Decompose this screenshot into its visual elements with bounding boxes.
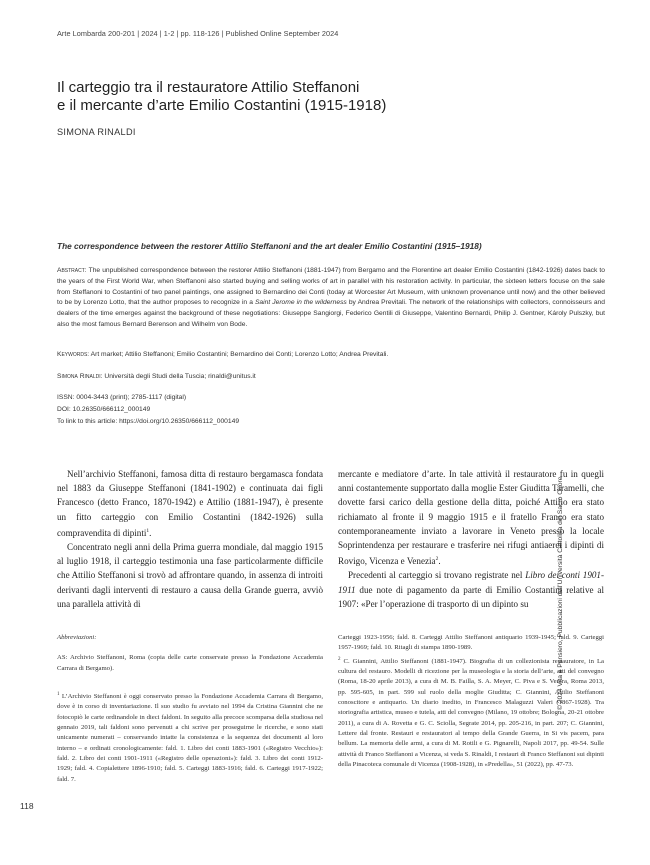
footnote-ref: 2 [435, 556, 439, 563]
abstract-text-end: by Andrea Previtali. The network of the relationships with collectors, connoisseurs and dealers of the time emerges against the background of these negotiations: Giuseppe Sangiorgi, Federico Gentili di Giuseppe, Valentino Bernardi, Philip J. Gentner, Károly Pulszky, but also the most famous Bernard Berenson and Wilhelm von Bode. [57, 299, 605, 328]
page-number: 118 [20, 801, 34, 811]
body-italic: Libro dei conti 1901-1911 [338, 570, 604, 595]
abstract-italic-title: Saint Jerome in the wilderness [254, 299, 347, 307]
body-text: Precedenti al carteggio si trovano registrate nel [348, 570, 523, 581]
footnote-ref: 1 [146, 527, 150, 534]
footnotes-left [57, 633, 323, 785]
author-name: SIMONA RINALDI [57, 127, 136, 137]
abstract [57, 266, 605, 331]
english-title: The correspondence between the restorer Attilio Steffanoni and the art dealer Emilio Costantini (1915–1918) [57, 241, 482, 251]
body-text: mercante e mediatore d’arte. In tale attività il restauratore fu in quegli anni costantemente supportato dalla moglie Ester Giuditta Taramelli, che dovette farsi carico della gestione della ditta, poiché Attilio era stato richiamato al fronte il 9 maggio 1915 e il fratello Franco era stato contemporaneamente inviato a lavorare in Veneto presso la locale Soprintendenza per restaurare e trasferire nei rifugi antiaerei i dipinti di Rovigo, Vicenza e Venezia [338, 469, 604, 567]
abbreviations-heading: Abbreviazioni: [57, 634, 97, 641]
body-column-left [57, 467, 323, 611]
keywords-text: Art market; Attilio Steffanoni; Emilio Costantini; Bernardino dei Conti; Lorenzo Lotto; Andrea Previtali. [90, 351, 389, 358]
running-header: Arte Lombarda 200-201 | 2024 | 1-2 | pp. 118-126 | Published Online September 2024 [57, 29, 339, 38]
body-text: Concentrato negli anni della Prima guerra mondiale, dal maggio 1915 al luglio 1918, il carteggio testimonia una fase particolarmente difficile che Attilio Steffanoni si trovò ad affrontare quando, in assenza di introiti derivanti dagli interventi di restauro a causa della Grande guerra, avviò una parallela attività di [57, 542, 323, 609]
affiliation-text: : Università degli Studi della Tuscia; rinaldi@unitus.it [100, 373, 256, 380]
footnote-1 [57, 690, 323, 785]
keywords [57, 350, 605, 360]
article-title-line1: Il carteggio tra il restauratore Attilio Steffanoni [57, 79, 360, 96]
abstract-text: The unpublished correspondence between the restorer Attilio Steffanoni (1881-1947) from Bergamo and the Florentine art dealer Emilio Costantini (1842-1926) dates back to the years of the First World War, when Steffanoni also started buying and selling works of art in parallel with his restoration activity. In particular, the sixteen letters focuse on the sale from Steffanoni to Costantini of two panel paintings, one assigned to Bernardino dei Conti (today at Worcester Art Museum, with unknown provenance until now) and the other believed to be by Lorenzo Lotto, that the author proposes to recognize in a [57, 267, 605, 307]
abstract-label: Abstract: [57, 267, 87, 274]
keywords-label: Keywords: [57, 351, 90, 358]
footnote-number: 2 [338, 656, 341, 662]
body-paragraph [57, 540, 323, 611]
issn: ISSN: 0004-3443 (print); 2785-1117 (digital) [57, 394, 187, 401]
article-title-line2: e il mercante d’arte Emilio Costantini (1915-1918) [57, 97, 387, 114]
body-paragraph: mercante e mediatore d’arte. In tale attività il restauratore fu in quegli anni costantemente supportato dalla moglie Ester Giuditta Taramelli, che dovette farsi carico della gestione della ditta, poiché Attilio era stato richiamato al fronte il 9 maggio 1915 e il fratello Franco era stato contemporaneamente inviato a lavorare in Veneto presso la locale Soprintendenza per restaurare e trasferire nei rifugi antiaerei i dipinti di Rovigo, Vicenza e Venezia$^2$. [338, 469, 604, 567]
footnote-text: L’Archivio Steffanoni è oggi conservato presso la Fondazione Accademia Carrara di Bergamo, dove è in corso di inventariazione. Il suo studio fu avviato nel 1994 da Cristina Giannini che ne fotocopiò le carte ordinandole in dieci faldoni. In seguito alla precoce scomparsa della studiosa nel gennaio 2019, tali faldoni sono pervenuti a chi scrive per proseguirne le ricerche, e sono stati unicamente numerati – conservando intatte la consistenza e la sequenza dei documenti al loro interno – e ordinati cronologicamente: fald. 1. Libro dei conti 1883-1901 («Registro Vecchio»): fald. 2. Libro dei conti 1901-1911 («Registro delle operazioni»): fald. 3. Libro dei conti 1912-1929; fald. 4. Copialettere 1896-1910; fald. 5. Carteggi 1883-1916; fald. 6. Carteggi 1917-1922; fald. 7. [57, 693, 324, 783]
affiliation-name: Simona Rinaldi [57, 373, 101, 380]
affiliation [57, 373, 605, 380]
footnote-text: C. Giannini, Attilio Steffanoni (1881-1947). Biografia di un collezionista restauratore, in La cultura del restauro. Modelli di ricezione per la museologia e la storia dell’arte, atti del convegno (Roma, 18-20 aprile 2013), a cura di M. B. Failla, S. A. Meyer, C. Piva e S. Ventra, Roma 2013, pp. 595-605, in part. 599 sul ruolo della moglie Giuditta; C. Giannini, Attilio Steffanoni conoscitore e antiquario. Un diario inedito, in Francesco Malaguzzi Valeri (1867-1928). Tra storiografia artistica, museo e tutela, atti del convegno (Milano, 19 ottobre; Bologna, 20-21 ottobre 2011), a cura di A. Rovetta e G. C. Sciolla, Segrate 2014, pp. 205-216, in part. 207; C. Giannini, Lettere dal fronte. Restauri e restauratori al tempo della Grande Guerra, in Si vis pacem, para bellum. La memoria delle armi, a cura di M. Rotili e G. Pignarelli, Napoli 2017, pp. 49-54. Sulle attività di Franco Steffanoni a Vicenza, si veda S. Rinaldi, I restauri di Franco Steffanoni sui dipinti della Pinacoteca comunale di Vicenza (1908-1928), in «Predella», 51 (2022), pp. 47-73. [338, 657, 604, 768]
footnote-1-continued: Carteggi 1923-1956; fald. 8. Carteggi Attilio Steffanoni antiquario 1939-1945; fald. 9. Carteggi 1957-1969; fald. 10. Ritagli di stampa 1890-1989. [338, 634, 604, 652]
article-link[interactable]: To link to this article: https://doi.org/10.26350/666112_000149 [57, 418, 240, 425]
body-text: Nell’archivio Steffanoni, famosa ditta di restauro bergamasca fondata nel 1883 da Giuseppe Steffanoni (1841-1902) e continuata dai figli Francesco (detto Franco, 1870-1942) e Attilio (1881-1947), è presente un fitto carteggio con Emilio Costantini (1842-1926) sulla compravendita di dipinti [57, 469, 323, 538]
abbreviations-text: AS: Archivio Steffanoni, Roma (copia delle carte conservate presso la Fondazione Accademia Carrara di Bergamo). [57, 654, 323, 672]
article-title [57, 79, 517, 115]
footnote-number: 1 [57, 691, 60, 697]
doi: DOI: 10.26350/666112_000149 [57, 406, 151, 413]
body-paragraph: Nell’archivio Steffanoni, famosa ditta di restauro bergamasca fondata nel 1883 da Giuseppe Steffanoni (1841-1902) e continuata dai figli Francesco (detto Franco, 1870-1942) e Attilio (1881-1947), è presente un fitto carteggio con Emilio Costantini (1842-1926) sulla compravendita di dipinti$^1$. [57, 469, 323, 538]
body-text: due note di pagamento da parte di Emilio Costantini relative al 1907: «Per l’operazione di trasporto di un dipinto su [338, 584, 604, 609]
side-copyright: © 2024 Vita e Pensiero, Pubblicazioni dell’Università Cattolica del Sacro Cuore [557, 476, 564, 710]
